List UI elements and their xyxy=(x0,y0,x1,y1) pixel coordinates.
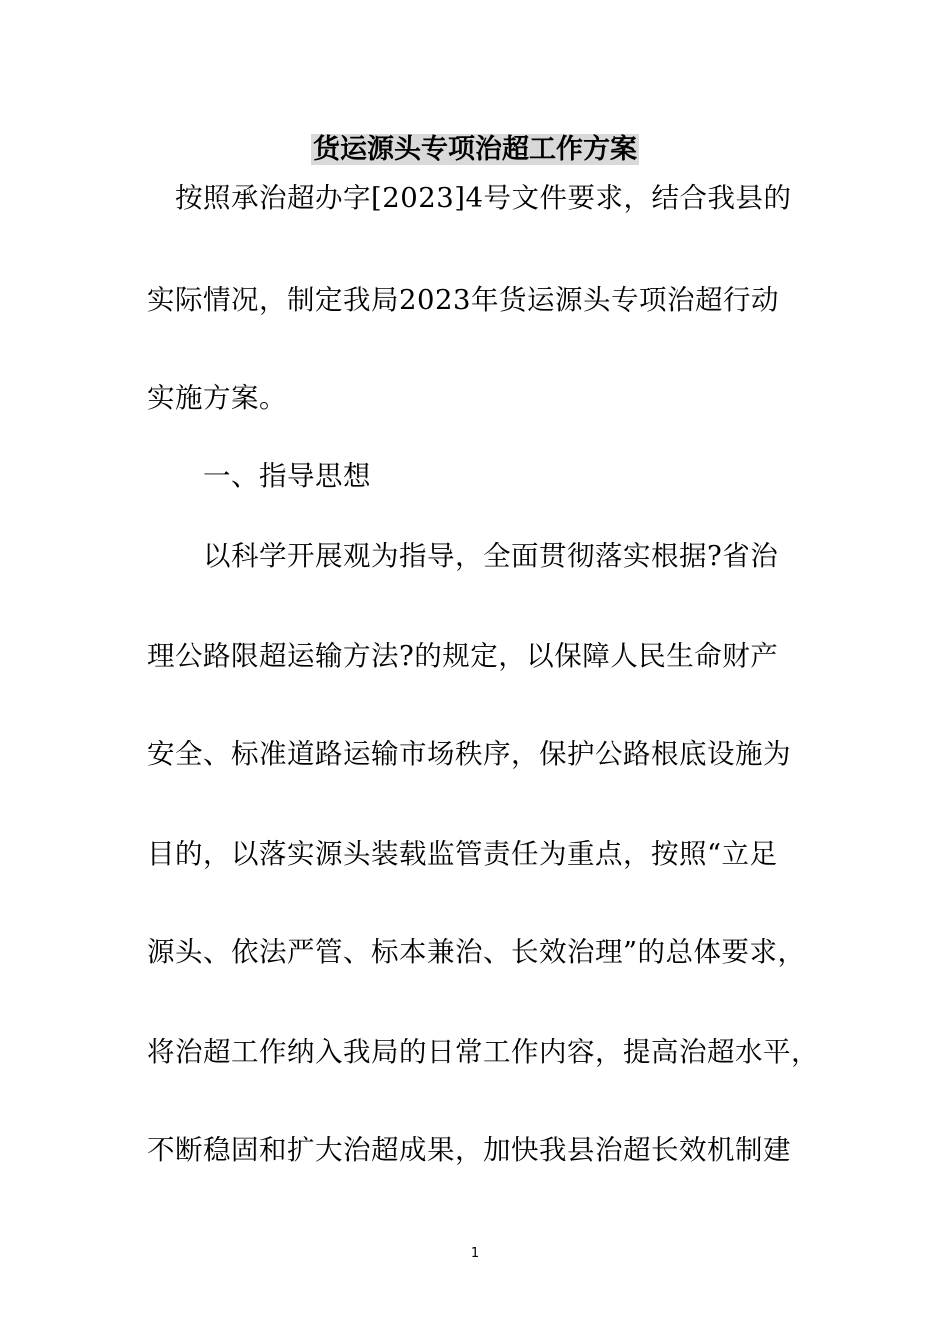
body-line-7: 目的，以落实源头装载监管责任为重点，按照“立足 xyxy=(147,838,778,870)
body-line-5: 理公路限超运输方法?的规定，以保障人民生命财产 xyxy=(147,640,779,672)
document-title xyxy=(0,130,950,170)
body-line-4: 以科学开展观为指导，全面贯彻落实根据?省治 xyxy=(147,540,779,572)
body-line-9: 将治超工作纳入我局的日常工作内容，提高治超水平， xyxy=(147,1036,819,1068)
body-line-2: 实际情况，制定我局2023年货运源头专项治超行动 xyxy=(147,284,779,316)
body-line-8: 源头、依法严管、标本兼治、长效治理”的总体要求， xyxy=(147,936,806,968)
body-line-6: 安全、标准道路运输市场秩序，保护公路根底设施为 xyxy=(147,738,791,770)
document-title-text: 货运源头专项治超工作方案 xyxy=(313,134,637,165)
section-heading-1: 一、指导思想 xyxy=(147,460,371,492)
page-number: 1 xyxy=(470,1246,480,1261)
body-line-1: 按照承治超办字[2023]4号文件要求，结合我县的 xyxy=(147,182,792,214)
body-line-10: 不断稳固和扩大治超成果，加快我县治超长效机制建 xyxy=(147,1134,791,1166)
body-line-3: 实施方案。 xyxy=(147,382,287,414)
